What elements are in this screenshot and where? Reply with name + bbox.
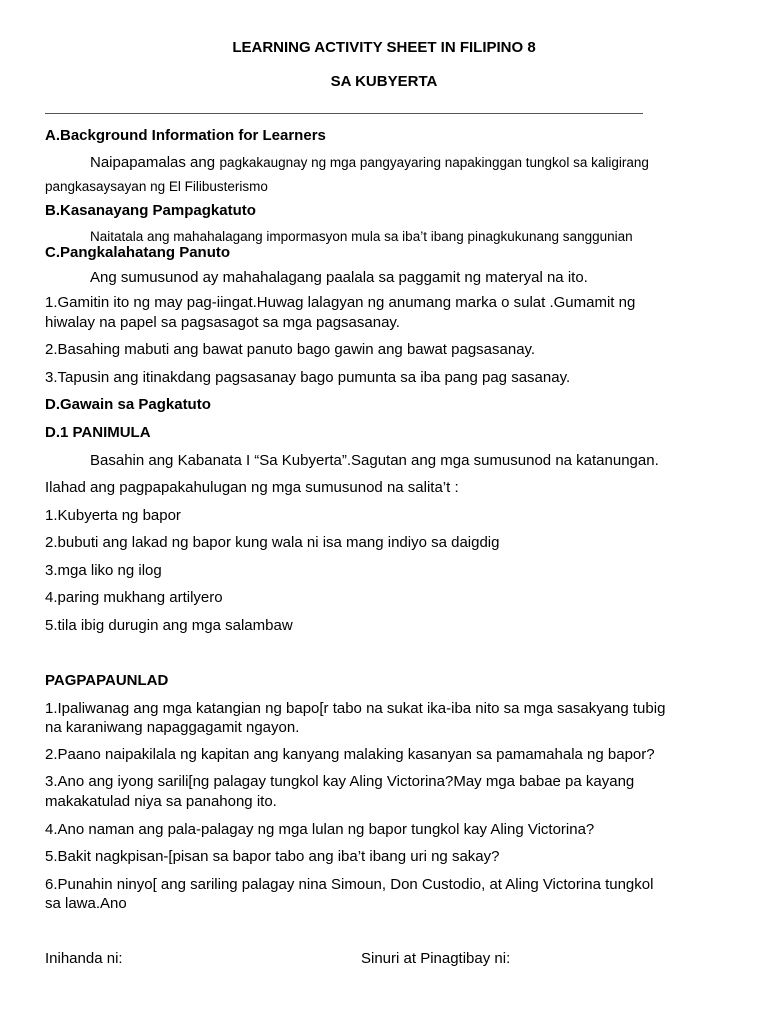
section-d1-heading: D.1 PANIMULA — [45, 424, 151, 441]
pagpapaunlad-heading: PAGPAPAUNLAD — [45, 672, 169, 689]
reviewed-by-label: Sinuri at Pinagtibay ni: — [361, 950, 511, 967]
section-b-text: Naitatala ang mahahalagang impormasyon mula sa iba’t ibang pinagkukunang sanggunian — [90, 229, 633, 244]
term-item: 4.paring mukhang artilyero — [45, 589, 223, 606]
section-a-para-line2: pangkasaysayan ng El Filibusterismo — [45, 179, 268, 194]
section-d-heading: D.Gawain sa Pagkatuto — [45, 396, 211, 413]
section-a-heading: A.Background Information for Learners — [45, 127, 326, 144]
question-5: 5.Bakit nagkpisan-[pisan sa bapor tabo ang iba’t ibang uri ng sakay? — [45, 848, 500, 865]
section-d-prompt: Ilahad ang pagpapakahulugan ng mga sumusunod na salita’t : — [45, 479, 459, 496]
document-subtitle: SA KUBYERTA — [330, 73, 438, 90]
section-c-item-3: 3.Tapusin ang itinakdang pagsasanay bago pumunta sa iba pang pag sasanay. — [45, 369, 571, 386]
section-b-heading: B.Kasanayang Pampagkatuto — [45, 202, 256, 219]
document-title: LEARNING ACTIVITY SHEET IN FILIPINO 8 — [232, 39, 536, 56]
question-1a: 1.Ipaliwanag ang mga katangian ng bapo[r tabo na sukat ika-iba nito sa mga sasakyang tubig — [45, 700, 666, 717]
term-item: 1.Kubyerta ng bapor — [45, 507, 181, 524]
question-6a: 6.Punahin ninyo[ ang sariling palagay nina Simoun, Don Custodio, at Aling Victorina tungkol — [45, 876, 654, 893]
term-item: 2.bubuti ang lakad ng bapor kung wala ni isa mang indiyo sa daigdig — [45, 534, 500, 551]
term-item: 3.mga liko ng ilog — [45, 562, 162, 579]
question-4: 4.Ano naman ang pala-palagay ng mga lulan ng bapor tungkol kay Aling Victorina? — [45, 821, 595, 838]
header-divider — [45, 113, 643, 114]
section-a-para-line1 — [90, 154, 649, 172]
section-a-para-rest: pagkakaugnay ng mga pangyayaring napakinggan tungkol sa kaligirang — [219, 155, 649, 170]
section-c-intro: Ang sumusunod ay mahahalagang paalala sa paggamit ng materyal na ito. — [90, 269, 588, 286]
question-3a: 3.Ano ang iyong sarili[ng palagay tungkol kay Aling Victorina?May mga babae pa kayang — [45, 773, 635, 790]
section-c-heading: C.Pangkalahatang Panuto — [45, 244, 231, 261]
question-3b: makakatulad niya sa panahong ito. — [45, 793, 277, 810]
section-c-item-2: 2.Basahing mabuti ang bawat panuto bago gawin ang bawat pagsasanay. — [45, 341, 536, 358]
section-d-instruction: Basahin ang Kabanata I “Sa Kubyerta”.Sagutan ang mga sumusunod na katanungan. — [90, 452, 659, 469]
section-a-para-start: Naipapamalas ang — [90, 154, 216, 171]
term-item: 5.tila ibig durugin ang mga salambaw — [45, 617, 293, 634]
question-2: 2.Paano naipakilala ng kapitan ang kanyang malaking kasanyan sa pamamahala ng bapor? — [45, 746, 655, 763]
section-c-item-1a: 1.Gamitin ito ng may pag-iingat.Huwag lalagyan ng anumang marka o sulat .Gumamit ng — [45, 294, 636, 311]
section-c-item-1b: hiwalay na papel sa pagsasagot sa mga pagsasanay. — [45, 314, 400, 331]
question-6b: sa lawa.Ano — [45, 895, 127, 912]
prepared-by-label: Inihanda ni: — [45, 950, 123, 967]
question-1b: na karaniwang napaggagamit ngayon. — [45, 719, 300, 736]
